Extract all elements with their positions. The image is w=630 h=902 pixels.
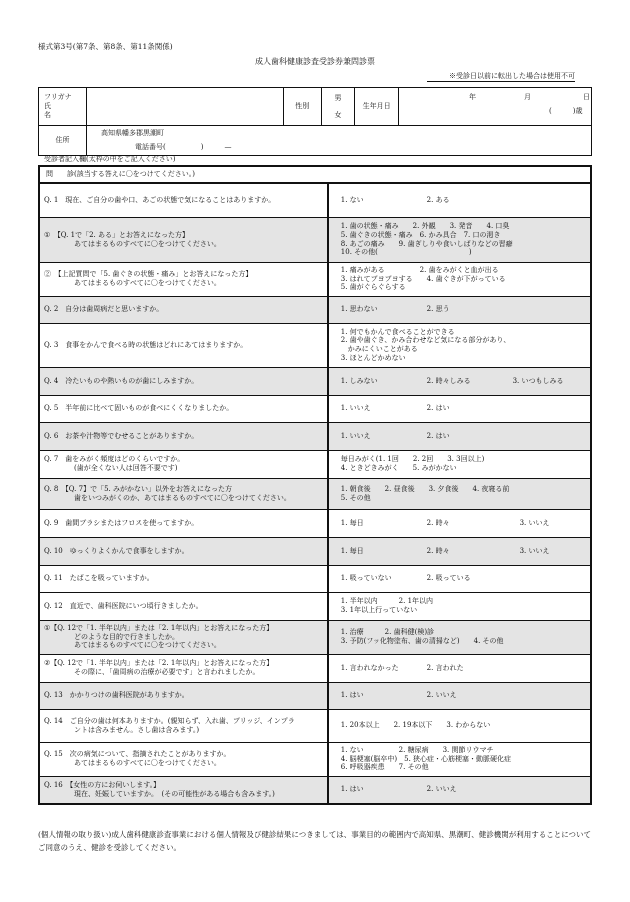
answer-options[interactable]: 1. ない 2. 糖尿病 3. 関節リウマチ bbox=[340, 745, 494, 754]
answer-options[interactable]: 5. 歯ぐきの状態・痛み 6. かみ具合 7. 口の渇き bbox=[340, 230, 501, 239]
answer-cell[interactable] bbox=[328, 742, 591, 776]
question-row bbox=[39, 323, 591, 367]
question-text: 歯をいつみがくのか、あてはまるものすべてに〇をつけてください。 bbox=[74, 493, 291, 502]
question-row bbox=[39, 654, 591, 682]
answer-options[interactable]: 1. はい 2. いいえ bbox=[340, 785, 457, 794]
answer-options[interactable]: 1. 20本以上 2. 19本以下 3. わからない bbox=[340, 721, 491, 730]
answer-cell[interactable] bbox=[328, 620, 591, 654]
question-text: あてはまるものすべてに〇をつけてください。 bbox=[74, 239, 221, 248]
question-text: Q. 6 お茶や汁物等でむせることがありますか。 bbox=[44, 431, 199, 440]
question-text: ①【Q. 12で「1. 半年以内」または「2. 1年以内」とお答えになった方】 bbox=[44, 623, 274, 632]
notice-underline bbox=[427, 81, 575, 82]
question-cell bbox=[39, 537, 328, 565]
question-text: 現在、妊娠していますか。 (その可能性がある場合も含みます。) bbox=[74, 789, 275, 798]
usage-notice: ※受診日以前に転出した場合は使用不可 bbox=[449, 72, 575, 80]
answer-options[interactable]: 1. 朝食後 2. 昼食後 3. 夕食後 4. 夜寝る前 bbox=[340, 484, 510, 493]
answer-cell[interactable] bbox=[328, 183, 591, 217]
answer-cell[interactable] bbox=[328, 565, 591, 592]
answer-options[interactable]: 5. その他 bbox=[340, 493, 371, 502]
answer-cell[interactable] bbox=[328, 450, 591, 478]
answer-cell[interactable] bbox=[328, 776, 591, 804]
name-field[interactable] bbox=[87, 88, 284, 126]
address-field[interactable] bbox=[87, 126, 592, 156]
personal-info-table bbox=[38, 87, 592, 156]
dob-day-label: 日 bbox=[582, 92, 590, 101]
question-row bbox=[39, 367, 591, 395]
question-cell bbox=[39, 592, 328, 620]
answer-cell[interactable] bbox=[328, 367, 591, 395]
entry-instruction: 受診者記入欄(太枠の中をご記入ください) bbox=[44, 155, 176, 163]
dob-month-label: 月 bbox=[523, 92, 531, 101]
question-cell bbox=[39, 776, 328, 804]
question-row bbox=[39, 509, 591, 537]
question-row bbox=[39, 217, 591, 262]
answer-options[interactable]: 5. 歯がぐらぐらする bbox=[340, 283, 406, 292]
question-cell bbox=[39, 709, 328, 742]
answer-options[interactable]: 10. その他( ) bbox=[340, 248, 472, 257]
question-row bbox=[39, 183, 591, 217]
question-text: Q. 15 次の病気について、指摘されたことがありますか。 bbox=[44, 750, 231, 759]
question-cell bbox=[39, 323, 328, 367]
question-text: ① 【Q. 1で「2. ある」とお答えになった方】 bbox=[44, 230, 189, 239]
answer-options[interactable]: 3. ほとんどかめない bbox=[340, 353, 406, 362]
question-cell bbox=[39, 262, 328, 296]
question-row bbox=[39, 592, 591, 620]
privacy-notice: (個人情報の取り扱い)成人歯科健康診査事業における個人情報及び健診結果につきましては、事業目的の範囲内で高知県、黒潮町、健診機関が利用することについてご同意のうえ、健診を受診してください。 bbox=[38, 830, 592, 852]
page-title: 成人歯科健康診査受診券兼問診票 bbox=[255, 57, 375, 66]
name-label-cell bbox=[39, 88, 87, 126]
question-text: Q. 11 たばこを吸っていますか。 bbox=[44, 574, 154, 583]
age-field[interactable]: ( )歳 bbox=[548, 106, 583, 115]
question-row bbox=[39, 395, 591, 422]
question-cell bbox=[39, 620, 328, 654]
questionnaire-table bbox=[38, 165, 592, 805]
answer-options[interactable]: 2. 歯や歯ぐき、かみ合わせなど気になる部分があり、 bbox=[340, 336, 511, 345]
answer-options[interactable]: 6. 呼吸器疾患 7. その他 bbox=[340, 763, 429, 772]
question-text: あてはまるものすべてに〇をつけてください。 bbox=[74, 279, 221, 287]
answer-cell[interactable] bbox=[328, 654, 591, 682]
question-text: ② 【上記質問で「5. 歯ぐきの状態・痛み」とお答えになった方】 bbox=[44, 270, 253, 279]
question-text: ントは含みません。さし歯は含みます。) bbox=[74, 725, 200, 734]
question-row bbox=[39, 620, 591, 654]
question-text: Q. 16 【女性の方にお伺いします。】 bbox=[44, 781, 161, 789]
answer-cell[interactable] bbox=[328, 478, 591, 509]
question-row bbox=[39, 682, 591, 709]
answer-cell[interactable] bbox=[328, 537, 591, 565]
question-text: Q. 5 半年前に比べて固いものが食べにくくなりましたか。 bbox=[44, 404, 234, 413]
sex-label: 性別 bbox=[283, 88, 321, 126]
question-row bbox=[39, 565, 591, 592]
question-row bbox=[39, 709, 591, 742]
answer-cell[interactable] bbox=[328, 395, 591, 422]
answer-cell[interactable] bbox=[328, 592, 591, 620]
question-text: (歯が全くない人は回答不要です) bbox=[74, 464, 178, 472]
question-cell bbox=[39, 565, 328, 592]
question-text: Q. 3 食事をかんで食べる時の状態はどれにあてはまりますか。 bbox=[44, 340, 248, 349]
sex-field[interactable] bbox=[321, 88, 355, 126]
question-cell bbox=[39, 742, 328, 776]
answer-options[interactable]: 1. 思わない 2. 思う bbox=[340, 305, 450, 314]
questionnaire-header: 問 診(該当する答えに〇をつけてください。) bbox=[39, 166, 591, 183]
question-text: あてはまるものすべてに〇をつけてください。 bbox=[74, 641, 221, 650]
question-text: Q. 10 ゆっくりよくかんで食事をしますか。 bbox=[44, 546, 189, 555]
sex-option-female[interactable]: 女 bbox=[334, 110, 342, 119]
question-row bbox=[39, 450, 591, 478]
address-value: 高知県幡多郡黒潮町 bbox=[101, 129, 164, 137]
answer-options[interactable]: 1. 毎日 2. 時々 3. いいえ bbox=[340, 518, 550, 527]
answer-options[interactable]: 4. ときどきみがく 5. みがかない bbox=[340, 464, 457, 472]
question-row bbox=[39, 478, 591, 509]
answer-options[interactable]: かみにくいことがある bbox=[340, 345, 418, 353]
question-text: Q. 1 現在、ご自分の歯や口、あごの状態で気になることはありますか。 bbox=[44, 195, 276, 204]
question-cell bbox=[39, 654, 328, 682]
question-cell bbox=[39, 478, 328, 509]
question-cell bbox=[39, 395, 328, 422]
answer-options[interactable]: 3. はれてブヨブヨする 4. 歯ぐきが下がっている bbox=[340, 274, 506, 283]
answer-cell[interactable] bbox=[328, 262, 591, 296]
answer-options[interactable]: 3. 予防(フッ化物塗布、歯の清掃など) 4. その他 bbox=[340, 637, 504, 645]
question-text: Q. 2 自分は歯周病だと思いますか。 bbox=[44, 305, 164, 314]
question-cell bbox=[39, 422, 328, 450]
answer-options[interactable]: 1. 毎日 2. 時々 3. いいえ bbox=[340, 546, 550, 555]
answer-options[interactable]: 毎日みがく(1. 1回 2. 2回 3. 3回以上) bbox=[340, 455, 485, 464]
answer-cell[interactable] bbox=[328, 682, 591, 709]
dob-label: 生年月日 bbox=[355, 88, 399, 126]
dob-field[interactable] bbox=[398, 88, 591, 126]
question-cell bbox=[39, 183, 328, 217]
question-text: あてはまるものすべてに〇をつけてください。 bbox=[74, 759, 221, 767]
question-text: Q. 14 ご自分の歯は何本ありますか。(親知らず、入れ歯、ブリッジ、インプラ bbox=[44, 716, 295, 725]
question-cell bbox=[39, 296, 328, 323]
question-row bbox=[39, 742, 591, 776]
answer-cell[interactable] bbox=[328, 509, 591, 537]
answer-options[interactable]: 1. はい 2. いいえ bbox=[340, 691, 457, 700]
address-label: 住所 bbox=[39, 126, 87, 156]
answer-options[interactable]: 8. あごの痛み 9. 歯ぎしりや食いしばりなどの習癖 bbox=[340, 239, 513, 248]
question-text: どのような目的で行きましたか。 bbox=[74, 632, 179, 641]
answer-options[interactable]: 4. 脳梗塞(脳卒中) 5. 狭心症・心筋梗塞・動脈硬化症 bbox=[340, 754, 512, 763]
question-text: Q. 8 【Q. 7】で「5. みがかない」以外をお答えになった方 bbox=[44, 484, 232, 493]
answer-options[interactable]: 1. 吸っていない 2. 吸っている bbox=[340, 574, 471, 583]
question-row bbox=[39, 262, 591, 296]
question-row bbox=[39, 296, 591, 323]
question-cell bbox=[39, 367, 328, 395]
answer-options[interactable]: 1. いいえ 2. はい bbox=[340, 431, 450, 440]
dob-year-label: 年 bbox=[468, 92, 476, 101]
answer-options[interactable]: 3. 1年以上行っていない bbox=[340, 606, 418, 614]
answer-cell[interactable] bbox=[328, 217, 591, 262]
question-cell bbox=[39, 682, 328, 709]
question-text: Q. 13 かかりつけの歯科医院がありますか。 bbox=[44, 691, 189, 700]
sex-option-male[interactable]: 男 bbox=[334, 93, 342, 102]
question-row bbox=[39, 537, 591, 565]
answer-cell[interactable] bbox=[328, 422, 591, 450]
answer-options[interactable]: 1. 何でもかんで食べることができる bbox=[340, 327, 455, 336]
answer-options[interactable]: 1. しみない 2. 時々しみる 3. いつもしみる bbox=[340, 376, 564, 385]
answer-cell[interactable] bbox=[328, 296, 591, 323]
answer-options[interactable]: 1. ない 2. ある bbox=[340, 195, 450, 204]
furigana-label: フリガナ bbox=[44, 93, 72, 102]
question-cell bbox=[39, 217, 328, 262]
answer-options[interactable]: 1. いいえ 2. はい bbox=[340, 404, 450, 413]
form-number: 様式第3号(第7条、第8条、第11条関係) bbox=[38, 42, 173, 51]
answer-options[interactable]: 1. 歯の状態・痛み 2. 外観 3. 発音 4. 口臭 bbox=[340, 222, 510, 230]
question-text: Q. 7 歯をみがく頻度はどのくらいですか。 bbox=[44, 455, 185, 464]
answer-options[interactable]: 1. 半年以内 2. 1年以内 bbox=[340, 597, 434, 606]
question-text: Q. 9 歯間ブラシまたはフロスを使ってますか。 bbox=[44, 518, 199, 527]
question-text: その際に、「歯周病の治療が必要です」と言われましたか。 bbox=[74, 668, 260, 676]
phone-field[interactable]: 電話番号( ) — bbox=[135, 142, 232, 151]
answer-options[interactable]: 1. 言われなかった 2. 言われた bbox=[340, 663, 464, 672]
answer-options[interactable]: 1. 治療 2. 歯科健(検)診 bbox=[340, 628, 435, 637]
answer-cell[interactable] bbox=[328, 323, 591, 367]
answer-cell[interactable] bbox=[328, 709, 591, 742]
question-cell bbox=[39, 450, 328, 478]
question-cell bbox=[39, 509, 328, 537]
question-text: Q. 12 直近で、歯科医院にいつ頃行きましたか。 bbox=[44, 601, 203, 610]
name-label: 氏 名 bbox=[44, 102, 86, 119]
question-row bbox=[39, 422, 591, 450]
question-text: Q. 4 冷たいものや熱いものが歯にしみますか。 bbox=[44, 376, 199, 385]
question-row bbox=[39, 776, 591, 804]
question-text: ②【Q. 12で「1. 半年以内」または「2. 1年以内」とお答えになった方】 bbox=[44, 659, 274, 668]
answer-options[interactable]: 1. 痛みがある 2. 歯をみがくと血が出る bbox=[340, 265, 499, 274]
